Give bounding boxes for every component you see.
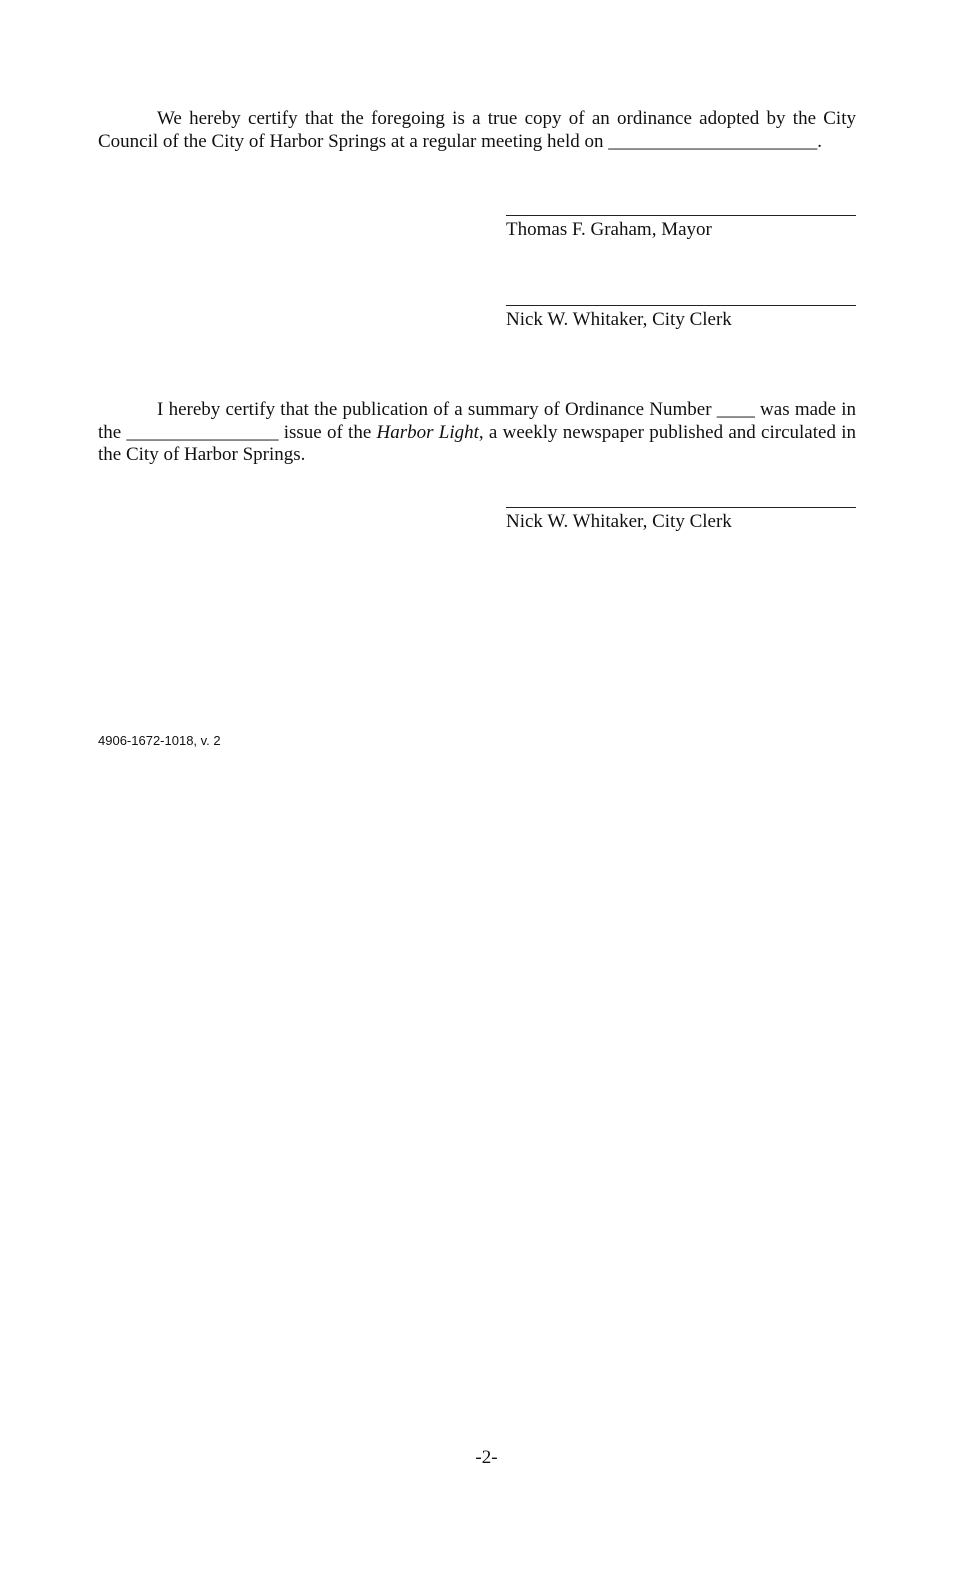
newspaper-name: Harbor Light	[376, 421, 479, 443]
clerk-signature-block-2	[506, 507, 856, 533]
publication-paragraph	[98, 399, 856, 467]
clerk-signature-line-2	[506, 507, 856, 508]
document-id: 4906-1672-1018, v. 2	[98, 733, 221, 748]
publication-text-1: I hereby certify that the publication of a summary of Ordinance Number	[157, 399, 717, 420]
ordinance-number-blank: ____	[716, 399, 755, 420]
mayor-signature-line	[506, 215, 856, 216]
certification-paragraph	[98, 108, 856, 153]
publication-text-4: , a weekly newspaper published and circulated in the City of Harbor Springs.	[98, 421, 856, 465]
clerk-signature-block-1	[506, 305, 856, 331]
clerk-name-1: Nick W. Whitaker, City Clerk	[506, 309, 732, 330]
mayor-name: Thomas F. Graham, Mayor	[506, 219, 712, 240]
meeting-date-blank: ______________________	[608, 130, 818, 152]
mayor-signature-block	[506, 215, 856, 241]
publication-text-3: issue of the	[278, 421, 377, 443]
page-number: -2-	[475, 1447, 498, 1468]
publication-text-2: was made in the	[98, 399, 856, 443]
clerk-signature-line-1	[506, 305, 856, 306]
certification-period: .	[817, 130, 822, 152]
certification-text: We hereby certify that the foregoing is a true copy of an ordinance adopted by the City Council of the City of Harbor Springs at a regular meeting held on	[98, 108, 856, 152]
issue-date-blank: ________________	[126, 421, 279, 443]
clerk-name-2: Nick W. Whitaker, City Clerk	[506, 511, 732, 532]
